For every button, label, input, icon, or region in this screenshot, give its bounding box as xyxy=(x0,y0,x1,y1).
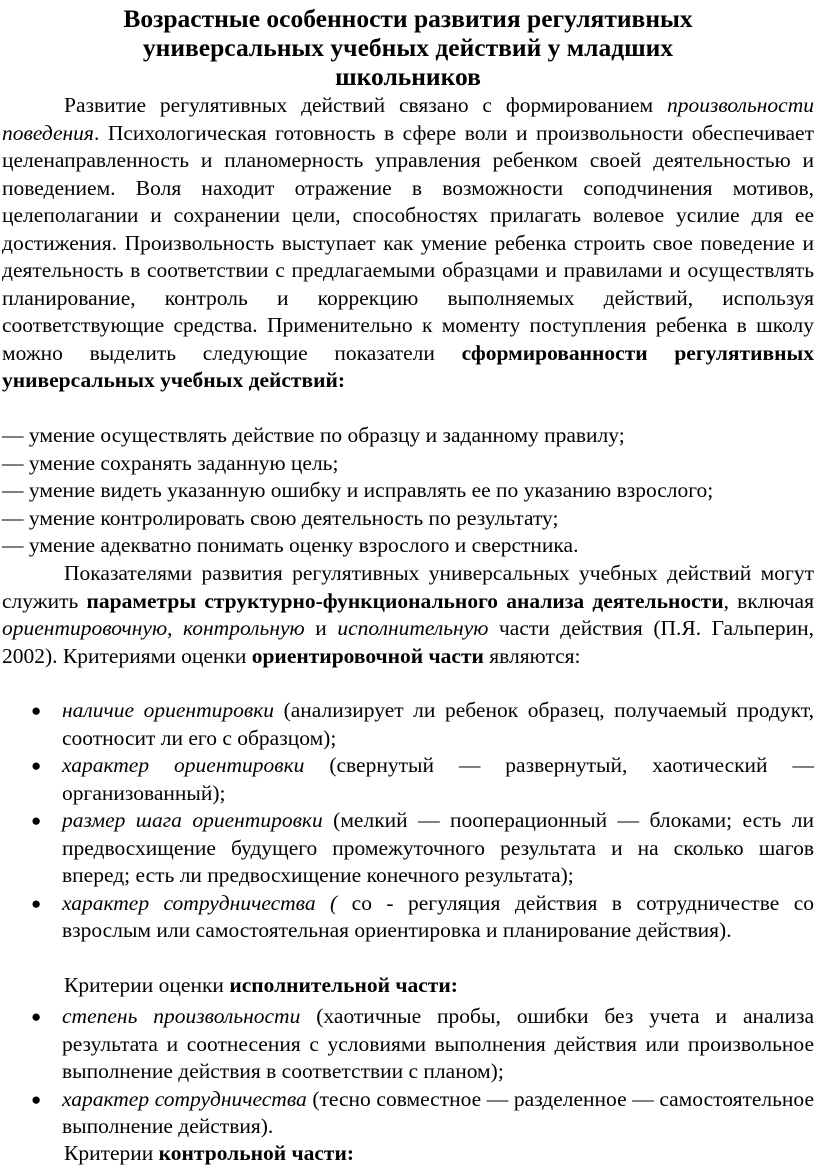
text-run: Развитие регулятивных действий связано с формированием xyxy=(64,93,667,117)
text-run-italic: размер шага ориентировки xyxy=(62,808,323,832)
bullet-icon: ● xyxy=(31,1089,42,1109)
text-run: и xyxy=(304,616,338,640)
orientation-criteria-list xyxy=(0,697,816,945)
heading-execution-criteria xyxy=(2,972,814,1000)
text-run-italic: наличие ориентировки xyxy=(62,698,275,722)
text-run-bold: ориентировочной части xyxy=(251,643,484,668)
text-run: Критерии оценки xyxy=(64,973,230,997)
list-item xyxy=(0,890,816,945)
text-run: являются: xyxy=(483,643,581,668)
text-run-italic: характер сотрудничества xyxy=(62,1086,307,1111)
paragraph-indicators xyxy=(2,560,814,670)
text-run: (свернутый — развернутый, хаотический — организованный); xyxy=(62,753,814,805)
text-run: Критерии xyxy=(64,1141,159,1165)
text-run: (тесно совместное — разделенное — самостоятельное выполнение действия). xyxy=(62,1086,814,1138)
text-run: со - регуляция действия в сотрудничестве со взрослым или самостоятельная ориентировка и планирование действия). xyxy=(62,890,814,942)
text-run: (анализирует ли ребенок образец, получаемый продукт, соотносит ли его с образцом); xyxy=(62,698,815,750)
text-run-italic: характер ориентировки xyxy=(62,753,305,777)
paragraph-intro xyxy=(2,92,814,395)
text-run-bold: исполнительной части: xyxy=(229,973,458,997)
dash-item-1: — умение осуществлять действие по образцу и заданному правилу; xyxy=(2,423,625,447)
list-item xyxy=(0,1086,816,1141)
text-run: , xyxy=(167,616,184,640)
text-run: . Психологическая готовность в сфере воли и произвольности обеспечивает целенаправленность и планомерность управления ребенком своей деятельностью и поведением. Воля находит отражение в возможности соподчинения мотивов, целеполагании и сохранении цели, способностях прилагать волевое усилие для ее достижения. Произвольность выступает как умение ребенка строить свое поведение и деятельность в соответствии с предлагаемыми образцами и правилами и осуществлять планирование, контроль и коррекцию выполняемых действий, используя соответствующие средства. Применительно к моменту поступления ребенка в школу можно выделить следующие показатели xyxy=(2,120,814,365)
text-run-italic: характер сотрудничества ( xyxy=(62,890,338,915)
execution-criteria-list xyxy=(0,1003,816,1141)
page-title: Возрастные особенности развития регулятивных универсальных учебных действий у младших школьников xyxy=(123,4,693,91)
list-item xyxy=(0,697,816,752)
text-run-italic: ориентировочную xyxy=(2,616,168,640)
text-run: (мелкий — пооперационный — блоками; есть ли предвосхищение будущего промежуточного результата и на сколько шагов вперед; есть ли предвосхищение конечного результата); xyxy=(62,808,815,887)
bullet-icon: ● xyxy=(31,893,42,913)
text-run-bold: параметры структурно-функционального анализа деятельности xyxy=(86,588,724,613)
dash-item-4: — умение контролировать свою деятельность по результату; xyxy=(2,506,559,530)
text-run: (хаотичные пробы, ошибки без учета и анализа результата и соотнесения с условиями выполнения действия или произвольное выполнение действия в соответствии с планом); xyxy=(62,1004,814,1083)
text-run: Показателями развития регулятивных универсальных учебных действий могут служить xyxy=(2,561,814,613)
text-run-italic: произвольности поведения xyxy=(2,93,814,145)
dash-item-3: — умение видеть указанную ошибку и исправлять ее по указанию взрослого; xyxy=(2,478,714,502)
text-run-italic: исполнительную xyxy=(337,616,489,640)
bullet-icon: ● xyxy=(31,756,42,775)
bullet-icon: ● xyxy=(31,811,42,830)
text-run: , включая xyxy=(723,588,814,613)
dash-item-2: — умение сохранять заданную цель; xyxy=(2,451,339,475)
dash-item-5: — умение адекватно понимать оценку взрослого и сверстника. xyxy=(2,533,579,557)
text-run: части действия (П.Я. Гальперин, 2002). Критериями оценки xyxy=(2,616,814,668)
text-run-italic: степень произвольности xyxy=(62,1004,301,1028)
bullet-icon: ● xyxy=(31,701,42,720)
list-item xyxy=(0,1003,816,1086)
list-item xyxy=(0,807,816,890)
heading-control-criteria xyxy=(2,1140,814,1168)
text-run-italic: контрольную xyxy=(183,616,305,640)
text-run-bold: сформированности регулятивных универсальных учебных действий: xyxy=(2,340,814,392)
text-run-bold: контрольной части: xyxy=(158,1141,355,1165)
bullet-icon: ● xyxy=(31,1007,42,1026)
list-item xyxy=(0,752,816,807)
